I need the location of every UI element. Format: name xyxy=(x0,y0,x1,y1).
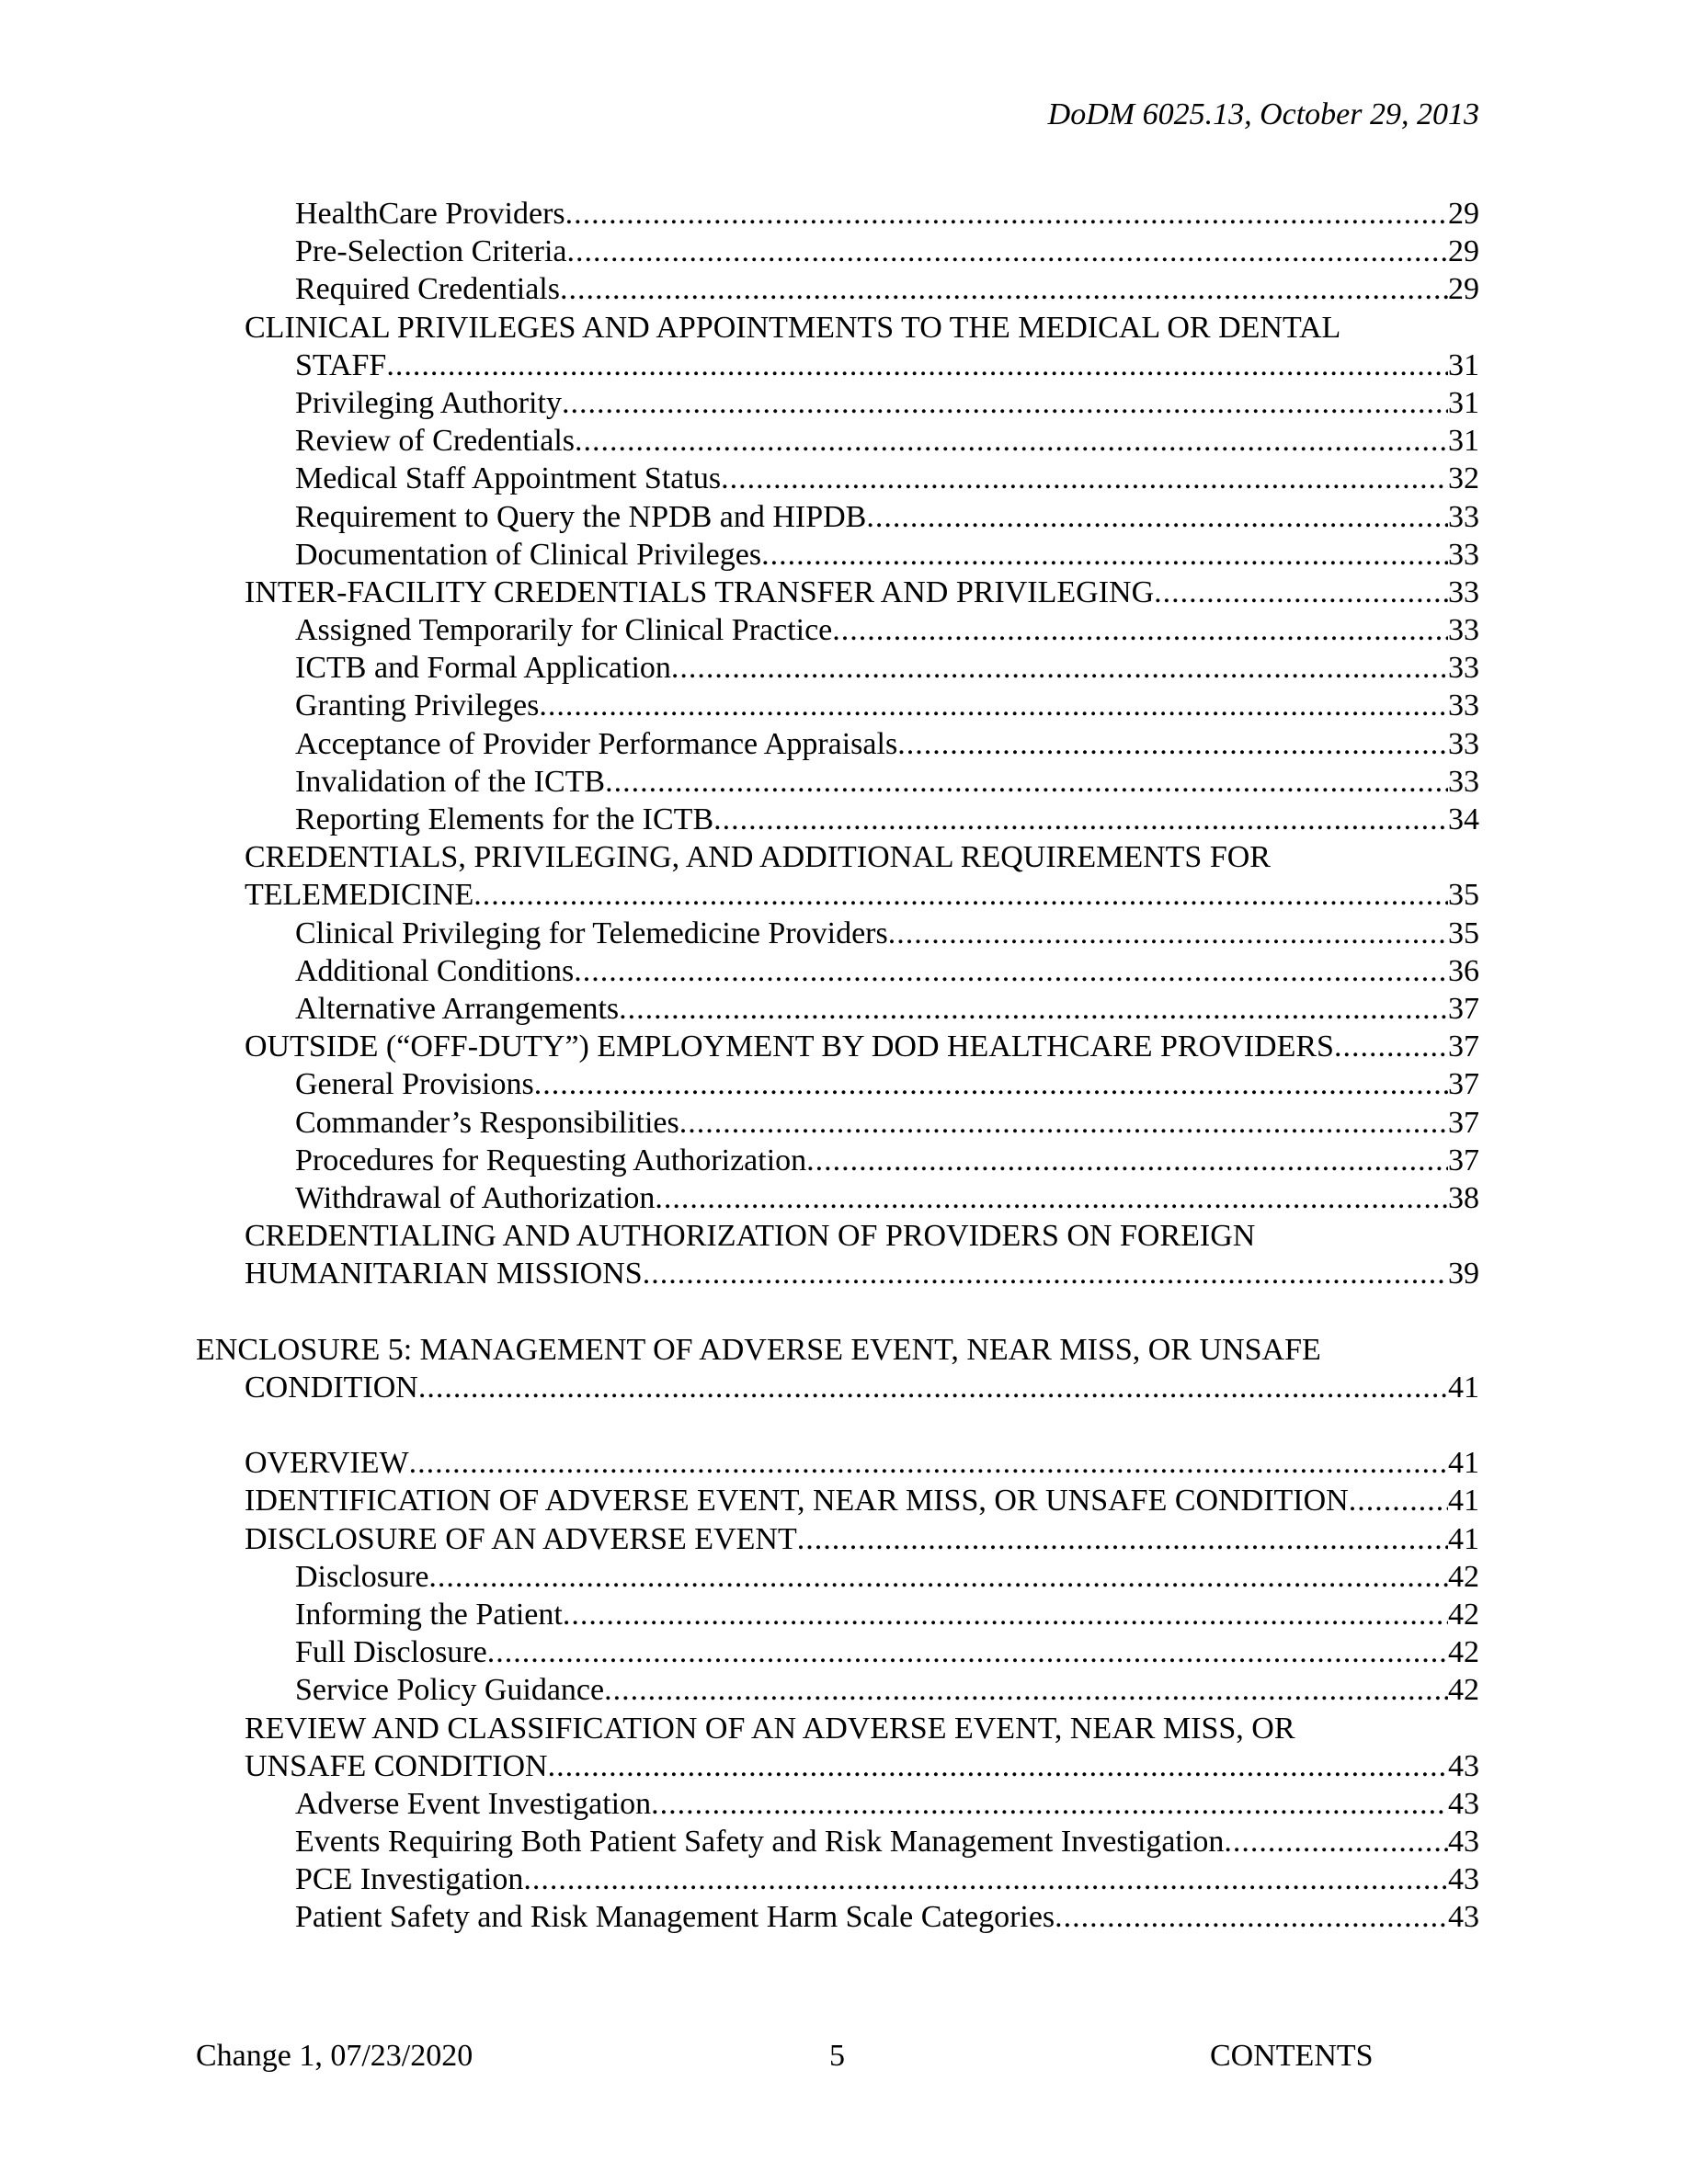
toc-row xyxy=(0,876,1688,914)
toc-row xyxy=(0,270,1688,308)
dot-leader xyxy=(567,233,1448,270)
toc-entry-title: Reporting Elements for the ICTB xyxy=(295,802,714,836)
toc-entry-title: Additional Conditions xyxy=(295,953,575,988)
toc-entry[interactable] xyxy=(295,1065,1479,1103)
toc-row xyxy=(0,1028,1688,1065)
dot-leader xyxy=(797,1520,1448,1558)
toc-heading: CLINICAL PRIVILEGES AND APPOINTMENTS TO THE MEDICAL OR DENTAL xyxy=(245,310,1341,345)
toc-row xyxy=(0,1104,1688,1142)
toc-row xyxy=(0,1292,1688,1330)
toc-entry[interactable] xyxy=(245,1255,1479,1292)
toc-row xyxy=(0,574,1688,611)
toc-row xyxy=(0,1444,1688,1482)
dot-leader xyxy=(473,876,1448,914)
toc-row xyxy=(0,1217,1688,1255)
toc-entry[interactable] xyxy=(295,347,1479,384)
toc-row xyxy=(0,1898,1688,1936)
toc-page-number: 33 xyxy=(1448,537,1479,572)
toc-entry-title: Pre-Selection Criteria xyxy=(295,234,567,269)
dot-leader xyxy=(888,915,1448,952)
toc-entry[interactable] xyxy=(295,990,1479,1028)
toc-entry-title: Disclosure xyxy=(295,1559,429,1594)
toc-entry-title: IDENTIFICATION OF ADVERSE EVENT, NEAR MISS, OR UNSAFE CONDITION xyxy=(245,1484,1349,1519)
toc-page-number: 43 xyxy=(1448,1748,1479,1783)
toc-row xyxy=(0,1671,1688,1709)
toc-row xyxy=(0,801,1688,838)
toc-page-number: 43 xyxy=(1448,1862,1479,1897)
toc-entry[interactable] xyxy=(295,498,1479,536)
toc-row xyxy=(0,347,1688,384)
toc-entry-title: STAFF xyxy=(295,347,387,382)
toc-entry-title: Granting Privileges xyxy=(295,688,540,723)
toc-entry[interactable] xyxy=(245,1444,1479,1482)
toc-entry[interactable] xyxy=(245,876,1479,914)
toc-page-number: 36 xyxy=(1448,953,1479,988)
dot-leader xyxy=(565,195,1448,233)
toc-page-number: 42 xyxy=(1448,1635,1479,1670)
toc-entry-title: Alternative Arrangements xyxy=(295,991,620,1026)
toc-row xyxy=(0,1179,1688,1217)
toc-entry-title: TELEMEDICINE xyxy=(245,878,474,913)
table-of-contents xyxy=(0,195,1688,1937)
footer-page-number: 5 xyxy=(829,2039,845,2073)
toc-page-number: 41 xyxy=(1448,1521,1479,1556)
toc-row xyxy=(0,1406,1688,1444)
document-header: DoDM 6025.13, October 29, 2013 xyxy=(1047,97,1479,131)
toc-row xyxy=(0,1596,1688,1633)
toc-row xyxy=(0,1142,1688,1179)
toc-page-number: 37 xyxy=(1448,1029,1479,1064)
toc-entry-title: Review of Credentials xyxy=(295,424,576,459)
toc-entry[interactable] xyxy=(245,1028,1479,1065)
toc-entry-title: Invalidation of the ICTB xyxy=(295,764,606,799)
toc-page-number: 31 xyxy=(1448,347,1479,382)
toc-entry[interactable] xyxy=(295,195,1479,233)
toc-page-number: 33 xyxy=(1448,726,1479,761)
toc-row xyxy=(0,1633,1688,1671)
toc-row xyxy=(0,838,1688,876)
toc-page-number: 39 xyxy=(1448,1257,1479,1291)
toc-row xyxy=(0,611,1688,649)
dot-leader xyxy=(487,1633,1448,1671)
toc-entry[interactable] xyxy=(295,725,1479,763)
toc-row xyxy=(0,687,1688,724)
toc-entry[interactable] xyxy=(295,233,1479,270)
toc-page-number: 33 xyxy=(1448,574,1479,609)
toc-entry[interactable] xyxy=(295,460,1479,497)
dot-leader xyxy=(619,990,1448,1028)
toc-entry[interactable] xyxy=(295,536,1479,574)
toc-entry[interactable] xyxy=(295,1633,1479,1671)
footer-section: CONTENTS xyxy=(1210,2039,1374,2073)
toc-row xyxy=(0,990,1688,1028)
toc-entry[interactable] xyxy=(245,1369,1479,1406)
toc-entry-title: Acceptance of Provider Performance Appraisals xyxy=(295,726,898,761)
toc-entry[interactable] xyxy=(295,952,1479,990)
toc-row xyxy=(0,952,1688,990)
dot-leader xyxy=(523,1860,1448,1898)
toc-page-number: 29 xyxy=(1448,272,1479,307)
toc-entry-title: General Provisions xyxy=(295,1067,534,1102)
toc-row xyxy=(0,1785,1688,1823)
toc-row xyxy=(0,1065,1688,1103)
dot-leader xyxy=(1349,1482,1448,1519)
dot-leader xyxy=(575,422,1448,460)
toc-row xyxy=(0,1331,1688,1369)
toc-entry[interactable] xyxy=(295,422,1479,460)
toc-entry[interactable] xyxy=(295,270,1479,308)
toc-page-number: 37 xyxy=(1448,991,1479,1026)
toc-page-number: 33 xyxy=(1448,499,1479,534)
toc-row xyxy=(0,1747,1688,1785)
toc-entry[interactable] xyxy=(295,915,1479,952)
toc-entry[interactable] xyxy=(295,1142,1479,1179)
dot-leader xyxy=(806,1142,1448,1179)
toc-page-number: 43 xyxy=(1448,1786,1479,1821)
dot-leader xyxy=(428,1558,1448,1596)
toc-entry-title: Requirement to Query the NPDB and HIPDB xyxy=(295,499,867,534)
dot-leader xyxy=(643,1255,1448,1292)
toc-entry[interactable] xyxy=(245,574,1479,611)
dot-leader xyxy=(574,952,1448,990)
toc-page-number: 38 xyxy=(1448,1180,1479,1215)
toc-entry-title: HUMANITARIAN MISSIONS xyxy=(245,1257,643,1291)
dot-leader xyxy=(1334,1028,1448,1065)
toc-row xyxy=(0,384,1688,422)
dot-leader xyxy=(605,763,1448,801)
toc-entry[interactable] xyxy=(295,801,1479,838)
toc-row xyxy=(0,536,1688,574)
footer-change: Change 1, 07/23/2020 xyxy=(196,2039,473,2073)
dot-leader xyxy=(761,536,1448,574)
toc-entry[interactable] xyxy=(245,1747,1479,1785)
toc-entry-title: Documentation of Clinical Privileges xyxy=(295,537,762,572)
toc-entry-title: Patient Safety and Risk Management Harm Scale Categories xyxy=(295,1900,1055,1935)
toc-page-number: 33 xyxy=(1448,688,1479,723)
toc-page-number: 29 xyxy=(1448,234,1479,269)
toc-entry[interactable] xyxy=(295,687,1479,724)
dot-leader xyxy=(386,347,1448,384)
toc-entry-title: INTER-FACILITY CREDENTIALS TRANSFER AND PRIVILEGING xyxy=(245,574,1155,609)
toc-entry[interactable] xyxy=(295,1823,1479,1860)
toc-page-number: 33 xyxy=(1448,651,1479,686)
toc-entry-title: Events Requiring Both Patient Safety and Risk Management Investigation xyxy=(295,1825,1225,1860)
toc-page-number: 35 xyxy=(1448,916,1479,950)
toc-page-number: 37 xyxy=(1448,1067,1479,1102)
toc-entry-title: DISCLOSURE OF AN ADVERSE EVENT xyxy=(245,1521,797,1556)
toc-row xyxy=(0,422,1688,460)
dot-leader xyxy=(832,611,1448,649)
dot-leader xyxy=(655,1179,1448,1217)
toc-row xyxy=(0,1860,1688,1898)
toc-page-number: 42 xyxy=(1448,1597,1479,1632)
toc-page-number: 29 xyxy=(1448,197,1479,231)
toc-entry[interactable] xyxy=(245,1520,1479,1558)
toc-entry-title: CONDITION xyxy=(245,1370,418,1405)
dot-leader xyxy=(539,687,1448,724)
dot-leader xyxy=(562,384,1448,422)
toc-entry[interactable] xyxy=(295,1104,1479,1142)
toc-entry-title: Withdrawal of Authorization xyxy=(295,1180,656,1215)
toc-page-number: 42 xyxy=(1448,1673,1479,1708)
dot-leader xyxy=(1055,1898,1448,1936)
toc-entry[interactable] xyxy=(295,763,1479,801)
toc-page-number: 42 xyxy=(1448,1559,1479,1594)
toc-entry-title: Required Credentials xyxy=(295,272,560,307)
toc-entry-title: Medical Staff Appointment Status xyxy=(295,461,722,496)
dot-leader xyxy=(604,1671,1448,1709)
toc-row xyxy=(0,1710,1688,1747)
toc-row xyxy=(0,1520,1688,1558)
toc-page-number: 32 xyxy=(1448,461,1479,496)
dot-leader xyxy=(651,1785,1448,1823)
toc-entry-title: ICTB and Formal Application xyxy=(295,651,671,686)
toc-row xyxy=(0,763,1688,801)
toc-entry[interactable] xyxy=(295,384,1479,422)
toc-entry[interactable] xyxy=(295,1785,1479,1823)
toc-page-number: 31 xyxy=(1448,424,1479,459)
dot-leader xyxy=(560,270,1448,308)
dot-leader xyxy=(1224,1823,1448,1860)
toc-entry[interactable] xyxy=(245,1482,1479,1519)
dot-leader xyxy=(866,498,1448,536)
toc-row xyxy=(0,725,1688,763)
toc-row xyxy=(0,1369,1688,1406)
toc-entry-title: Assigned Temporarily for Clinical Practice xyxy=(295,613,833,648)
toc-entry-title: Privileging Authority xyxy=(295,385,562,420)
toc-entry-title: OVERVIEW xyxy=(245,1446,409,1481)
toc-entry-title: HealthCare Providers xyxy=(295,197,565,231)
toc-row xyxy=(0,195,1688,233)
toc-entry-title: Commander’s Responsibilities xyxy=(295,1105,679,1140)
toc-page-number: 37 xyxy=(1448,1105,1479,1140)
toc-row xyxy=(0,309,1688,347)
toc-page-number: 43 xyxy=(1448,1825,1479,1860)
toc-row xyxy=(0,1823,1688,1860)
toc-page-number: 31 xyxy=(1448,385,1479,420)
toc-entry[interactable] xyxy=(295,649,1479,687)
toc-heading: ENCLOSURE 5: MANAGEMENT OF ADVERSE EVENT, NEAR MISS, OR UNSAFE xyxy=(196,1332,1321,1367)
dot-leader xyxy=(679,1104,1448,1142)
dot-leader xyxy=(409,1444,1448,1482)
toc-entry-title: Full Disclosure xyxy=(295,1635,487,1670)
toc-row xyxy=(0,233,1688,270)
toc-page-number: 35 xyxy=(1448,878,1479,913)
toc-entry[interactable] xyxy=(295,1898,1479,1936)
toc-heading: CREDENTIALING AND AUTHORIZATION OF PROVIDERS ON FOREIGN xyxy=(245,1219,1256,1254)
dot-leader xyxy=(897,725,1448,763)
toc-entry[interactable] xyxy=(295,1179,1479,1217)
toc-entry[interactable] xyxy=(295,1558,1479,1596)
toc-heading: CREDENTIALS, PRIVILEGING, AND ADDITIONAL REQUIREMENTS FOR xyxy=(245,840,1271,875)
toc-page-number: 41 xyxy=(1448,1484,1479,1519)
toc-page-number: 41 xyxy=(1448,1446,1479,1481)
toc-page-number: 33 xyxy=(1448,613,1479,648)
toc-entry-title: Informing the Patient xyxy=(295,1597,563,1632)
toc-entry-title: Procedures for Requesting Authorization xyxy=(295,1143,807,1177)
toc-entry-title: UNSAFE CONDITION xyxy=(245,1748,548,1783)
toc-entry-title: Service Policy Guidance xyxy=(295,1673,605,1708)
toc-row xyxy=(0,1558,1688,1596)
toc-page-number: 34 xyxy=(1448,802,1479,836)
dot-leader xyxy=(671,649,1448,687)
toc-row xyxy=(0,498,1688,536)
toc-entry[interactable] xyxy=(295,1860,1479,1898)
toc-page-number: 33 xyxy=(1448,764,1479,799)
dot-leader xyxy=(534,1065,1448,1103)
dot-leader xyxy=(721,460,1448,497)
toc-row xyxy=(0,915,1688,952)
toc-entry-title: OUTSIDE (“OFF-DUTY”) EMPLOYMENT BY DOD HEALTHCARE PROVIDERS xyxy=(245,1029,1334,1064)
dot-leader xyxy=(1154,574,1448,611)
toc-row xyxy=(0,649,1688,687)
toc-row xyxy=(0,1255,1688,1292)
toc-row xyxy=(0,1482,1688,1519)
toc-entry-title: Adverse Event Investigation xyxy=(295,1786,652,1821)
toc-entry[interactable] xyxy=(295,1671,1479,1709)
toc-entry[interactable] xyxy=(295,611,1479,649)
toc-page-number: 37 xyxy=(1448,1143,1479,1177)
toc-page-number: 41 xyxy=(1448,1370,1479,1405)
dot-leader xyxy=(563,1596,1448,1633)
toc-entry[interactable] xyxy=(295,1596,1479,1633)
dot-leader xyxy=(418,1369,1448,1406)
dot-leader xyxy=(713,801,1448,838)
toc-heading: REVIEW AND CLASSIFICATION OF AN ADVERSE EVENT, NEAR MISS, OR xyxy=(245,1711,1295,1746)
dot-leader xyxy=(548,1747,1448,1785)
toc-entry-title: PCE Investigation xyxy=(295,1862,524,1897)
toc-row xyxy=(0,460,1688,497)
toc-entry-title: Clinical Privileging for Telemedicine Providers xyxy=(295,916,888,950)
toc-page-number: 43 xyxy=(1448,1900,1479,1935)
